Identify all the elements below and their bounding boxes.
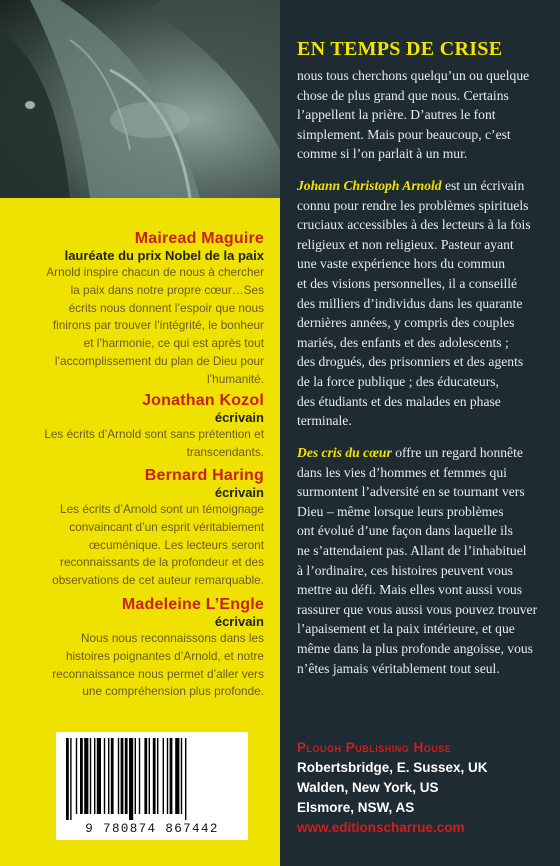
quote-line: Nous nous reconnaissons dans les (81, 631, 264, 645)
back-cover-title: EN TEMPS DE CRISE (297, 38, 503, 60)
text-line: et des visions personnelles, il a conseillé (297, 275, 518, 291)
text-line: ont évolué d’une façon dans laquelle ils (297, 523, 513, 539)
barcode-bar (175, 738, 179, 814)
endorsement-lengle (14, 596, 264, 701)
publisher-address-line: Robertsbridge, E. Sussex, UK (297, 760, 488, 775)
isbn-barcode (56, 732, 248, 840)
book-title: Des cris du cœur (297, 445, 392, 460)
endorser-role: écrivain (214, 614, 264, 629)
text-line: terminale. (297, 413, 352, 429)
text-line: nous tous cherchons quelqu’un ou quelque (297, 68, 530, 83)
barcode-bar (108, 738, 109, 814)
text-line: des drogués, des prisonniers et des agents (297, 354, 524, 370)
barcode-bar (66, 738, 69, 820)
isbn-number: 9 780874 867442 (85, 822, 219, 836)
quote-line: reconnaissants de la profondeur et des (60, 555, 264, 570)
book-paragraph (297, 443, 549, 678)
barcode-bar (121, 738, 124, 814)
text-line: des étudiants et des malades en phase (297, 393, 501, 409)
quote-line: finirons par trouver l’intégrité, le bonheur (52, 318, 264, 333)
barcode-bar (80, 738, 83, 814)
barcode-bar (70, 738, 71, 820)
endorser-role: écrivain (214, 410, 264, 425)
barcode-bar (135, 738, 136, 814)
text-line: cruciaux accessibles à des lecteurs à la fois (297, 217, 531, 233)
text-line: connu pour rendre les problèmes spirituels (297, 197, 529, 213)
text-line: comme si l’on parlait à un mur. (297, 146, 468, 162)
quote-line: histoires poignantes d’Arnold, et notre (65, 648, 264, 663)
text-line: religieux et non religieux. Pasteur ayant (297, 236, 514, 252)
quote-line: une compréhension plus profonde. (82, 684, 264, 699)
barcode-bar (90, 738, 91, 814)
text-line: chose de plus grand que nous. Certains (297, 87, 509, 103)
endorsement-quote (14, 264, 264, 389)
barcode-bar (125, 738, 128, 814)
author-name: Johann Christoph Arnold (297, 178, 442, 193)
quote-line: Arnold inspire chacun de nous à chercher (46, 265, 264, 279)
quote-line: œcuménique. Les lecteurs seront (88, 537, 264, 552)
endorser-role: écrivain (214, 485, 264, 500)
barcode-bar (104, 738, 105, 814)
barcode-bar (111, 738, 114, 814)
quote-line: l’accomplissement du plan de Dieu pour (54, 353, 264, 368)
cover-photo (0, 0, 280, 198)
endorser-name: Mairead Maguire (134, 230, 264, 247)
intro-paragraph (297, 66, 549, 164)
barcode-bars (62, 738, 242, 820)
text-line (297, 443, 549, 463)
text-line: surmontent l’adversité en se tournant vers (297, 484, 525, 500)
barcode-bar (144, 738, 147, 814)
text-line: des milliers d’individus dans les quarante (297, 295, 523, 311)
quote-line: écrits nous donnent l’espoir que nous (68, 300, 264, 315)
text-line: l’appellent la prière. D’autres le font (297, 107, 496, 123)
barcode-bar (170, 738, 173, 814)
barcode-bar (181, 738, 182, 814)
barcode-bar (129, 738, 133, 820)
quote-line: l’humanité. (206, 371, 264, 386)
text-line: une vaste expérience hors du commun (297, 256, 505, 272)
barcode-bar (163, 738, 164, 814)
author-paragraph (297, 176, 549, 431)
barcode-bar (157, 738, 158, 814)
quote-line: reconnaissance nous permet d’aller vers (52, 666, 264, 681)
text-line: simplement. Mais pour beaucoup, c’est (297, 126, 511, 142)
endorsement-quote (14, 630, 264, 701)
quote-line: la paix dans notre propre cœur…Ses (70, 282, 264, 297)
barcode-bar (167, 738, 168, 814)
text-line: ne s’attendaient pas. Allant de l’inhabituel (297, 542, 527, 558)
barcode-bar (97, 738, 101, 814)
barcode-bar (76, 738, 77, 814)
quote-line: et l’harmonie, ce qui est après tout (83, 336, 264, 351)
endorsement-kozol (14, 392, 264, 462)
text-fragment: est un écrivain (441, 178, 525, 193)
endorsement-quote (14, 426, 264, 462)
publisher-name: Plough Publishing House (297, 740, 452, 755)
endorser-name: Bernard Haring (144, 467, 264, 484)
barcode-bar (185, 738, 186, 820)
endorser-name: Jonathan Kozol (142, 392, 264, 409)
text-line: n’êtes jamais véritablement tout seul. (297, 660, 500, 676)
publisher-address-line: Walden, New York, US (297, 780, 439, 795)
endorsement-quote (14, 501, 264, 590)
endorsement-maguire (14, 230, 264, 389)
text-line: de la force publique ; des éducateurs, (297, 373, 499, 389)
praying-hands-image (0, 0, 280, 198)
barcode-bar (153, 738, 156, 814)
endorser-name: Madeleine L’Engle (121, 596, 264, 613)
quote-line: Les écrits d’Arnold sont un témoignage (60, 502, 264, 516)
quote-line: transcendants. (186, 444, 264, 459)
text-line: l’apaisement et la paix intérieure, et que (297, 621, 515, 637)
quote-line: convaincant d’un esprit véritablement (69, 519, 264, 534)
text-line: mariés, des enfants et des adolescents ; (297, 334, 509, 350)
text-line: Dieu – même lorsque leurs problèmes (297, 503, 504, 519)
barcode-bar (139, 738, 140, 814)
barcode-bar (94, 738, 95, 814)
publisher-website[interactable]: www.editionscharrue.com (297, 820, 465, 835)
quote-line: Les écrits d’Arnold sont sans prétention et (44, 427, 264, 441)
text-fragment: offre un regard honnête (391, 445, 523, 460)
text-line: mettre au défi. Mais elles vont aussi vous (297, 582, 523, 598)
endorser-role: lauréate du prix Nobel de la paix (64, 248, 264, 263)
endorsement-haring (14, 467, 264, 590)
barcode-bar (149, 738, 150, 814)
text-line: dernières années, y compris des couples (297, 315, 515, 331)
barcode-bar (118, 738, 119, 814)
barcode-bar (84, 738, 88, 814)
text-line: rassurer que vous aussi vous pouvez trouver (297, 601, 538, 617)
publisher-address-line: Elsmore, NSW, AS (297, 800, 415, 815)
text-line (297, 176, 549, 196)
text-line: à l’ordinaire, ces histoires peuvent vous (297, 562, 513, 578)
publisher-block (297, 738, 547, 838)
text-line: même dans la plus profonde angoisse, vous (297, 640, 533, 656)
quote-line: observations de cet auteur remarquable. (52, 573, 264, 588)
text-line: dans les vies d’hommes et femmes qui (297, 464, 507, 480)
